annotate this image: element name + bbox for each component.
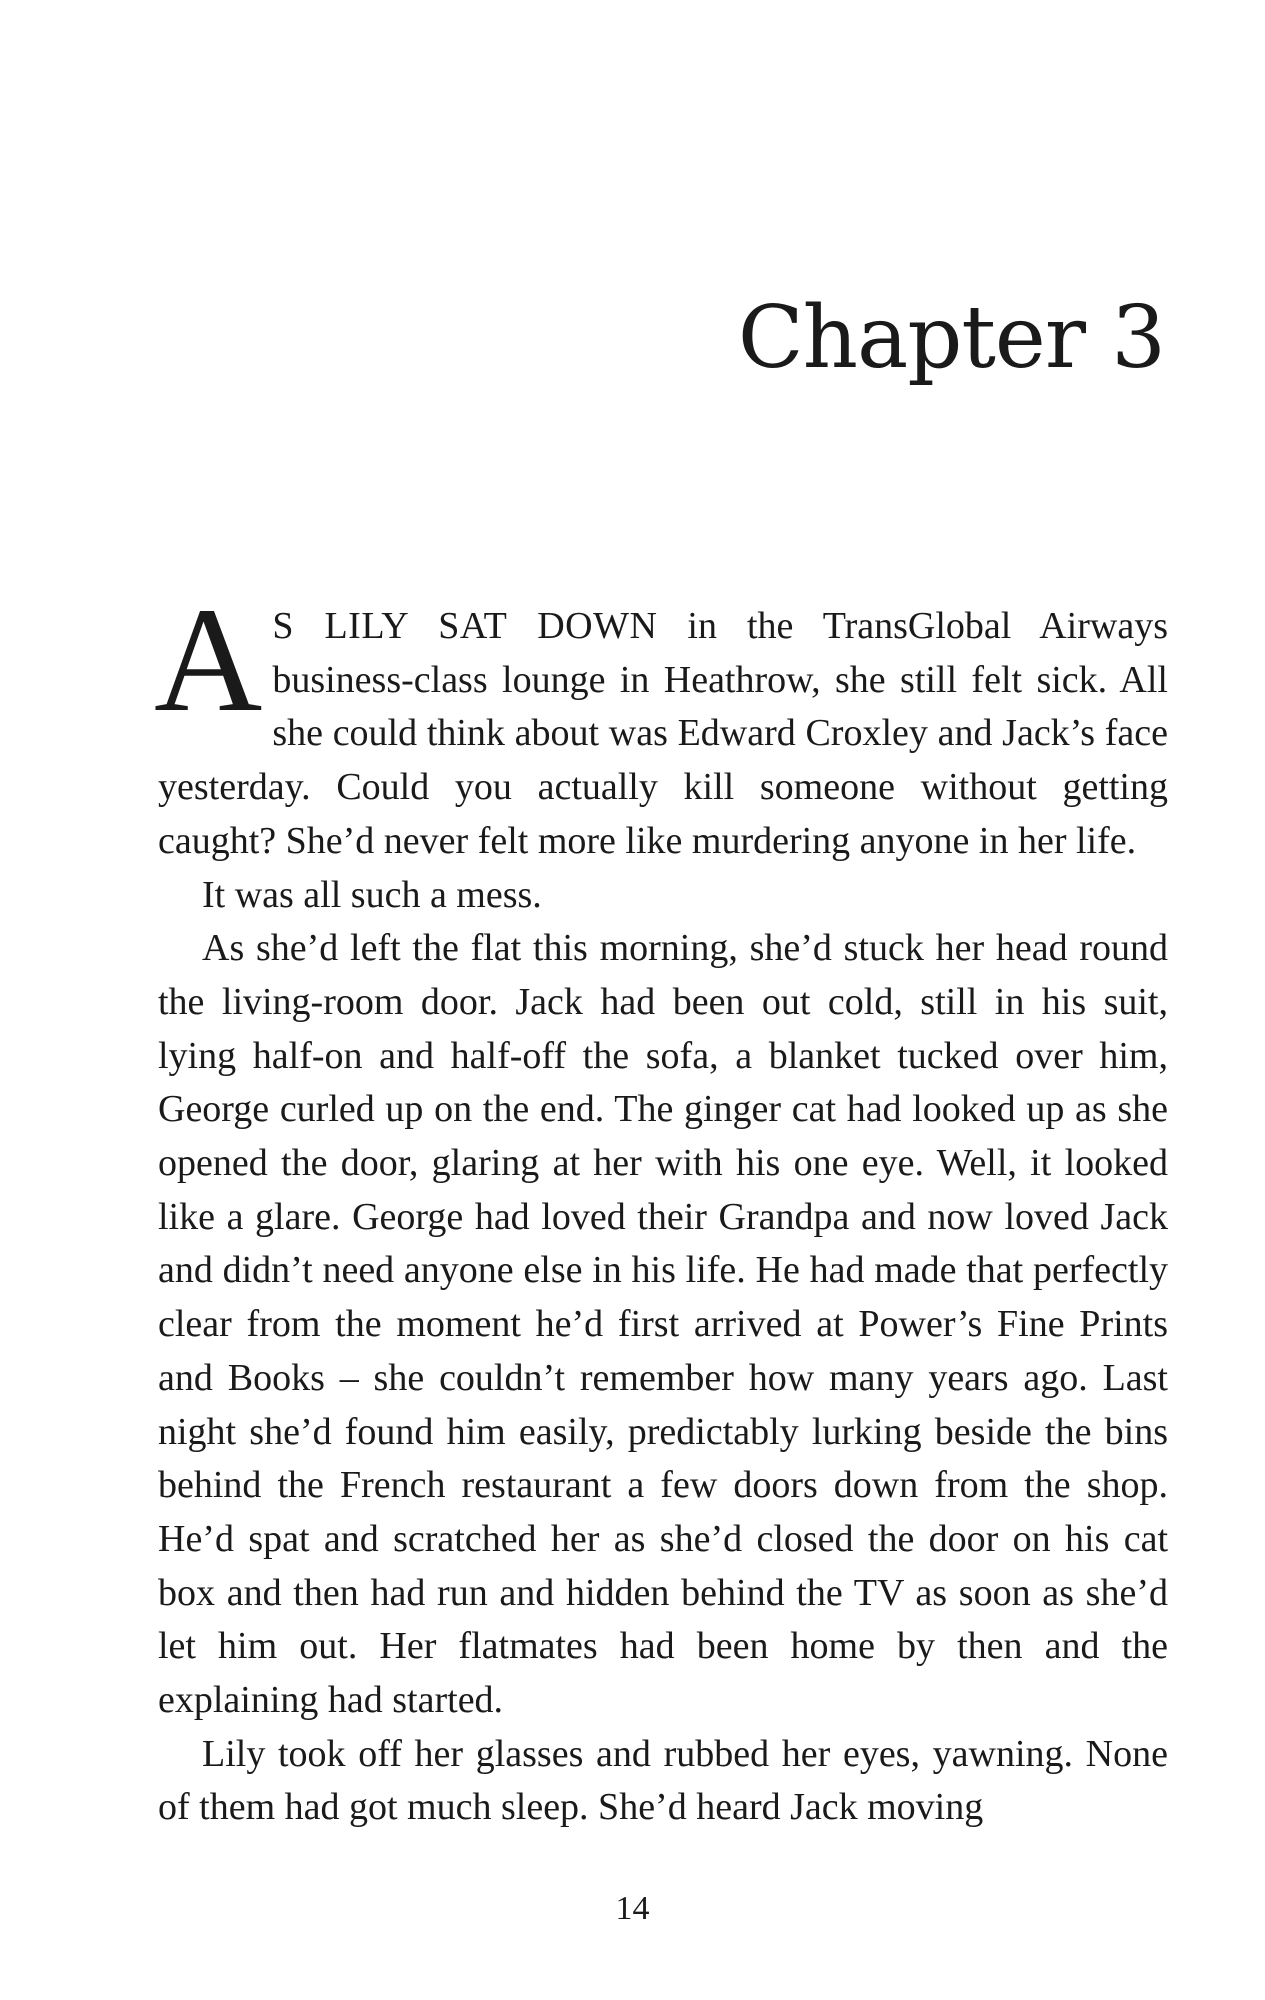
opening-text: in the TransGlobal Airways business-class lounge in Heathrow, she still felt sick. All she could think about was Edward Croxley and Jack’s face yesterday. Could you actually kill someone without getting caught? She’d never felt more like murdering anyone in her life.: [158, 605, 1168, 862]
drop-cap: A: [154, 577, 263, 743]
opening-small-caps: S LILY SAT DOWN: [272, 605, 658, 647]
page-number: 14: [615, 1890, 650, 1927]
paragraph-2: As she’d left the flat this morning, she’d stuck her head round the living-room door. Jack had been out cold, still in his suit, lying half-on and half-off the sofa, a blanket tucked over him, George curled up on the end. The ginger cat had looked up as she opened the door, glaring at her with his one eye. Well, it looked like a glare. George had loved their Grandpa and now loved Jack and didn’t need anyone else in his life. He had made that perfectly clear from the moment he’d first arrived at Power’s Fine Prints and Books – she couldn’t remember how many years ago. Last night she’d found him easily, predictably lurking beside the bins behind the French restaurant a few doors down from the shop. He’d spat and scratched her as she’d closed the door on his cat box and then had run and hidden behind the TV as soon as she’d let him out. Her flatmates had been home by then and the explaining had started.: [158, 927, 1168, 1722]
body-text: [154, 577, 1168, 1835]
paragraph-1: It was all such a mess.: [202, 873, 542, 916]
opening-paragraph: [154, 577, 1168, 869]
paragraph-3: Lily took off her glasses and rubbed her eyes, yawning. None of them had got much sleep. She’d heard Jack moving: [158, 1732, 1168, 1829]
chapter-title: Chapter 3: [737, 288, 1165, 388]
